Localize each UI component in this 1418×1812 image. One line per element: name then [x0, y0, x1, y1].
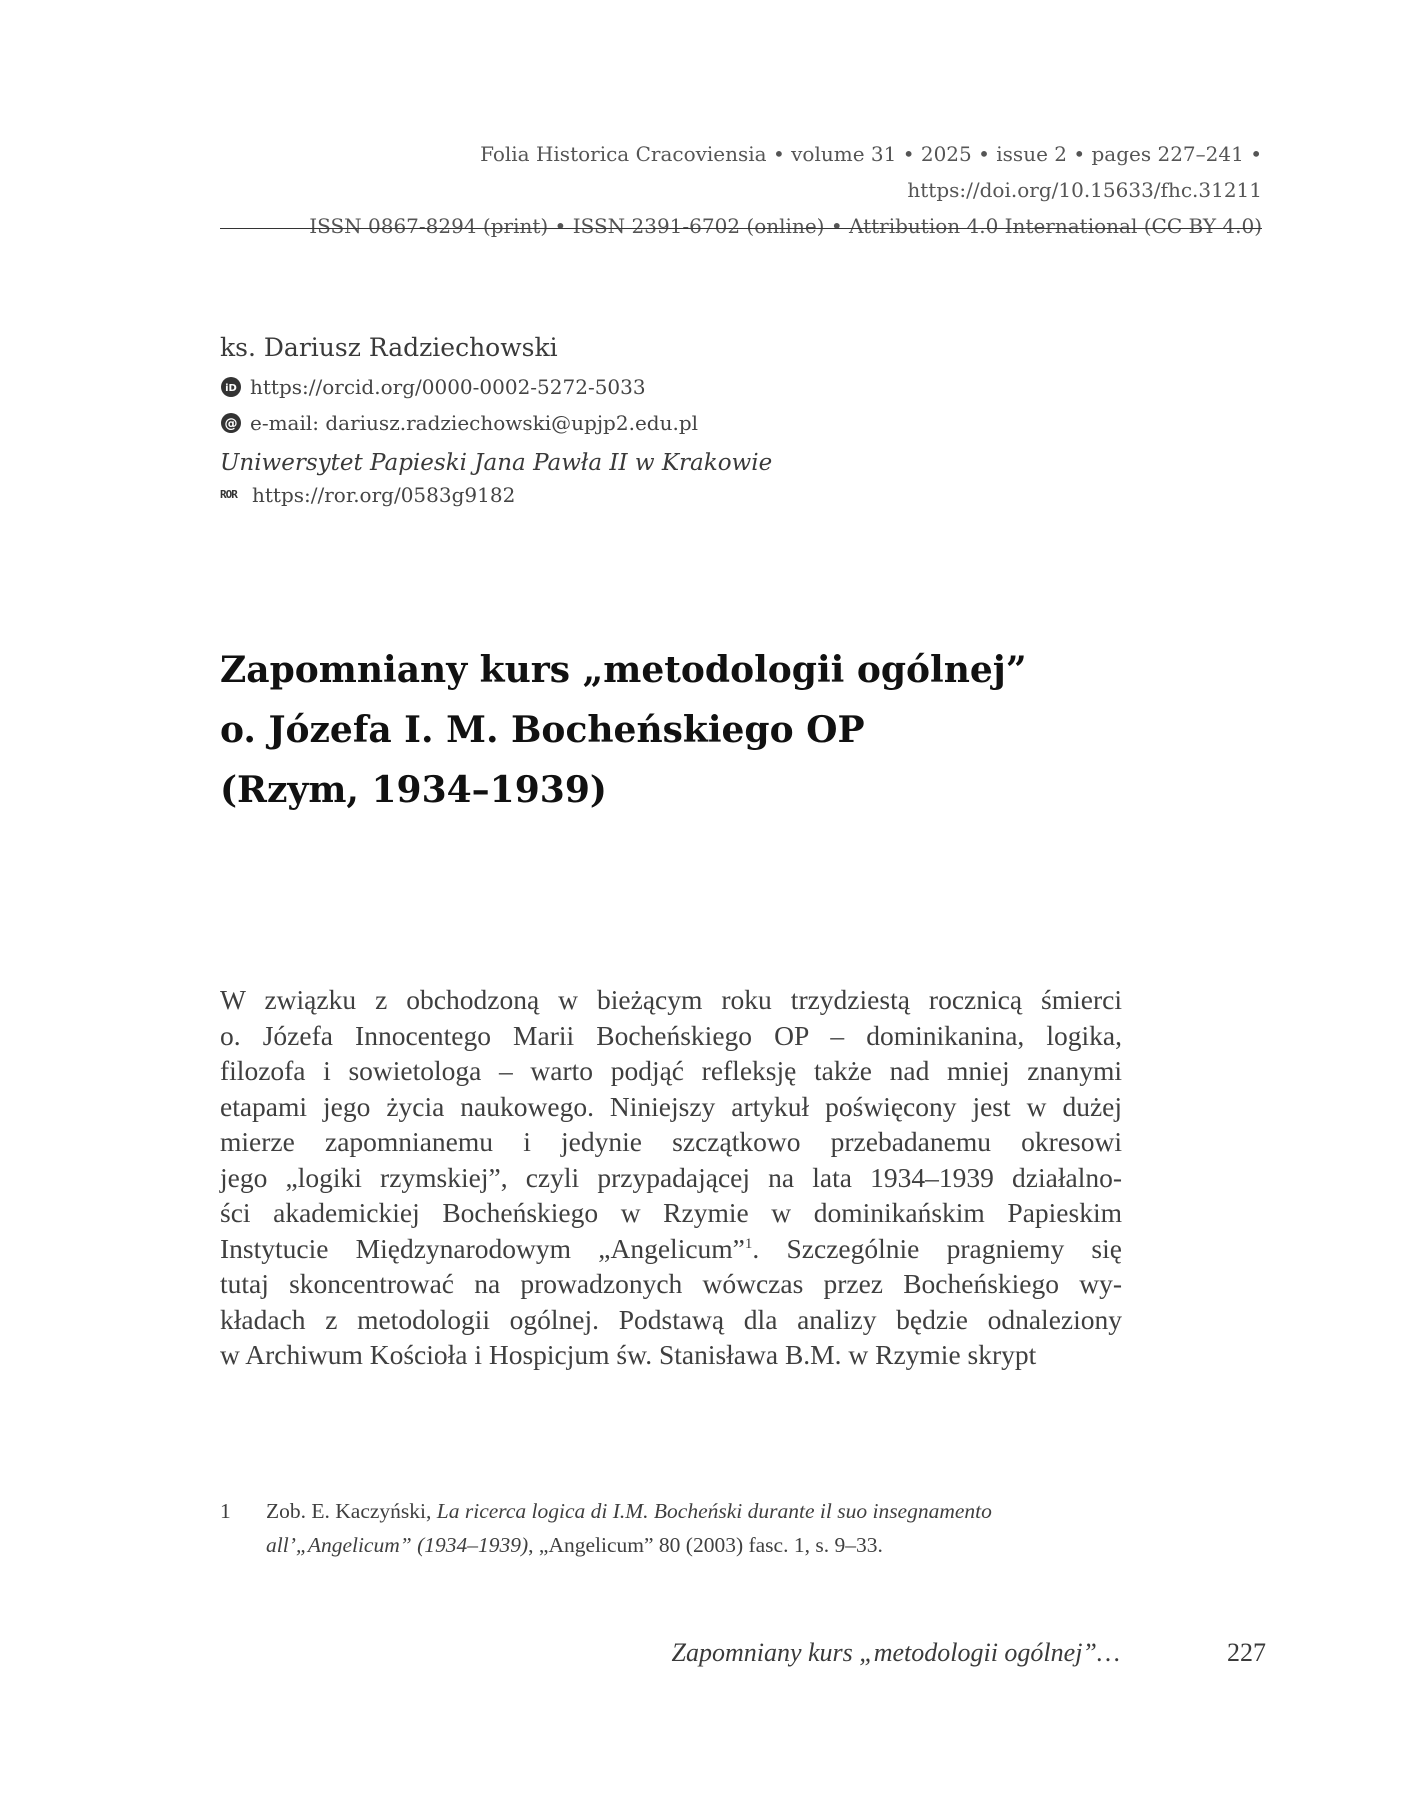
email-link[interactable]: e-mail: dariusz.radziechowski@upjp2.edu.pl: [250, 411, 699, 435]
body-line: o. Józefa Innocentego Marii Bocheńskiego OP – dominikanina, logika,: [220, 1019, 1122, 1051]
body-paragraph: [220, 982, 1122, 1373]
email-line: [220, 408, 772, 438]
author-block: [220, 330, 772, 510]
body-line-text-rest: . Szczególnie pragniemy się: [752, 1232, 1122, 1264]
footnote-line-1: [266, 1494, 1122, 1528]
orcid-line: [220, 372, 772, 402]
article-title: [220, 640, 1120, 820]
footnote-reference[interactable]: 1: [744, 1235, 753, 1252]
body-line: W związku z obchodzoną w bieżącym roku trzydziestą rocznicą śmierci: [220, 984, 1122, 1015]
title-line-2: o. Józefa I. M. Bocheńskiego OP: [220, 709, 865, 751]
footnote-number: 1: [220, 1499, 231, 1523]
title-line-3: (Rzym, 1934–1939): [220, 769, 607, 811]
ror-link[interactable]: https://ror.org/0583g9182: [252, 483, 516, 507]
body-line: etapami jego życia naukowego. Niniejszy artykuł poświęcony jest w dużej: [220, 1090, 1122, 1122]
body-line: ści akademickiej Bocheńskiego w Rzymie w dominikańskim Papieskim: [220, 1197, 1122, 1228]
footnote-post: , „Angelicum” 80 (2003) fasc. 1, s. 9–33.: [528, 1533, 883, 1557]
header-line-2: ISSN 0867-8294 (print) • ISSN 2391-6702 (online) • Attribution 4.0 International (CC BY 4.0): [309, 214, 1262, 238]
body-line: mierze zapomnianemu i jedynie szczątkowo przebadanemu okresowi: [220, 1126, 1122, 1157]
footnote-italic-1: La ricerca logica di I.M. Bocheński durante il suo insegnamento: [436, 1499, 992, 1523]
ror-line: [220, 480, 772, 510]
footnote-line-2: [266, 1528, 1122, 1562]
body-line: jego „logiki rzymskiej”, czyli przypadającej na lata 1934–1939 działalno-: [220, 1161, 1122, 1193]
running-title: Zapomniany kurs „metodologii ogólnej”…: [671, 1638, 1120, 1667]
title-line-1: Zapomniany kurs „metodologii ogólnej”: [220, 649, 1027, 691]
header-rule: [220, 228, 1262, 229]
page-number: 227: [1227, 1638, 1266, 1667]
footnote-text: [266, 1494, 1122, 1562]
body-line-with-footnote: [220, 1231, 1122, 1267]
footnote: [220, 1494, 1122, 1562]
header-line-1: Folia Historica Cracoviensia • volume 31 • 2025 • issue 2 • pages 227–241 • https://doi.org/10.15633/fhc.31211: [480, 142, 1262, 202]
orcid-icon: [220, 376, 242, 398]
author-name: ks. Dariusz Radziechowski: [220, 333, 558, 362]
body-line: w Archiwum Kościoła i Hospicjum św. Stanisława B.M. w Rzymie skrypt: [220, 1339, 1037, 1370]
svg-text:iD: iD: [225, 383, 237, 394]
body-line: tutaj skoncentrować na prowadzonych wówczas przez Bocheńskiego wy-: [220, 1268, 1122, 1299]
footnote-italic-2: all’„Angelicum” (1934–1939): [266, 1533, 529, 1557]
body-line: kładach z metodologii ogólnej. Podstawą dla analizy będzie odnaleziony: [220, 1303, 1122, 1335]
affiliation: Uniwersytet Papieski Jana Pawła II w Krakowie: [220, 450, 773, 476]
body-line-text: Instytucie Międzynarodowym „Angelicum”: [220, 1232, 745, 1264]
orcid-link[interactable]: https://orcid.org/0000-0002-5272-5033: [250, 375, 646, 399]
ror-icon: ROR: [220, 488, 237, 501]
svg-text:@: @: [224, 416, 238, 432]
footnote-pre: Zob. E. Kaczyński,: [266, 1499, 437, 1523]
at-icon: [220, 412, 242, 434]
body-line: filozofa i sowietologa – warto podjąć refleksję także nad mniej znanymi: [220, 1055, 1122, 1086]
